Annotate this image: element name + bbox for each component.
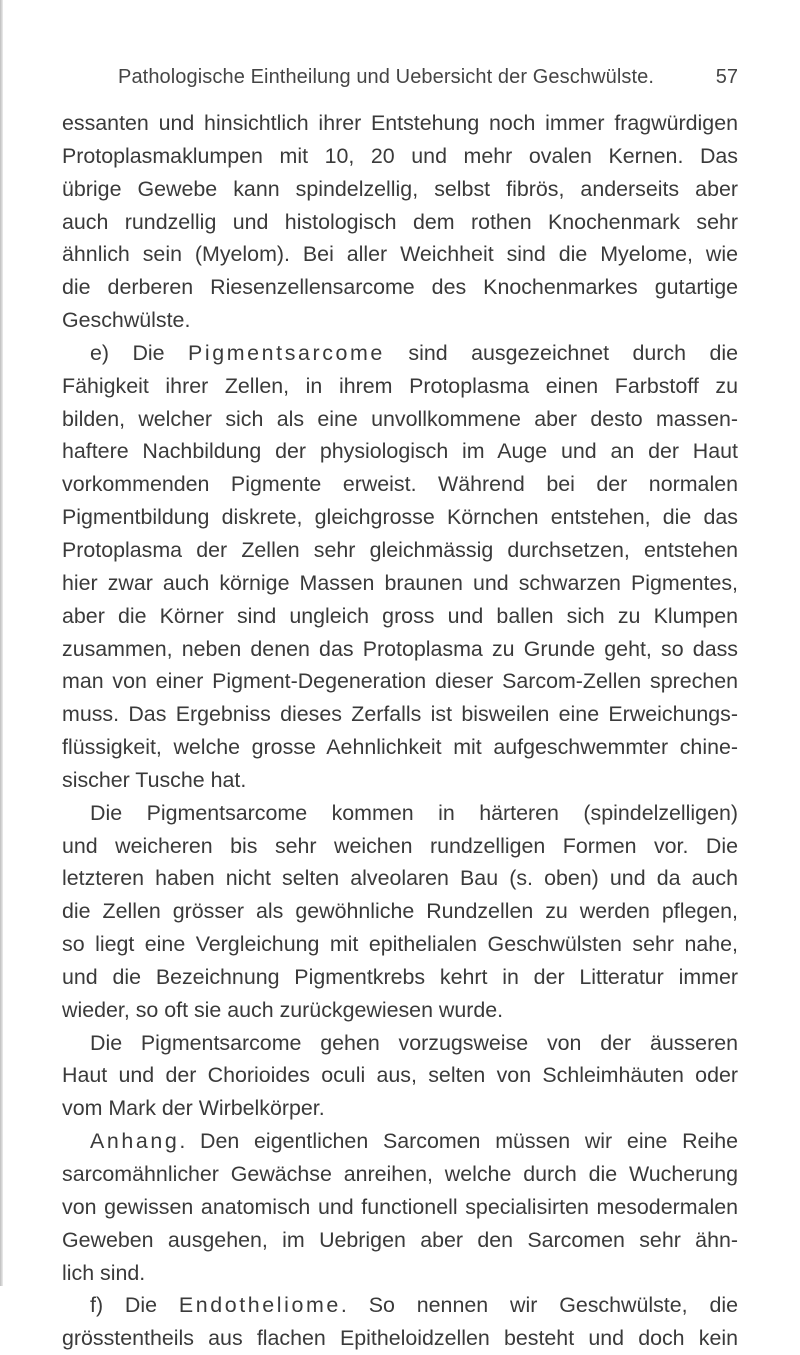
text-line: auch rundzellig und histologisch dem rothen Knochenmark sehr — [62, 209, 738, 234]
text-line: Fähigkeit ihrer Zellen, in ihrem Protoplasma einen Farbstoff zu — [62, 373, 738, 398]
running-head — [118, 62, 738, 92]
text-line: Protoplasmaklumpen mit 10, 20 und mehr ovalen Kernen. Das — [62, 143, 738, 168]
spaced-term: Endotheliome — [178, 1293, 341, 1318]
spaced-term: Pigmentsarcome — [188, 340, 385, 365]
text-line — [62, 337, 738, 370]
text-line: lich sind. — [62, 1260, 146, 1285]
text-line: sischer Tusche hat. — [62, 767, 247, 792]
text-line: und die Bezeichnung Pigmentkrebs kehrt in der Litteratur immer — [62, 964, 738, 989]
text-line: wieder, so oft sie auch zurückgewiesen wurde. — [62, 997, 504, 1022]
text-line: grösstentheils aus flachen Epitheloidzellen besteht und doch kein — [62, 1326, 738, 1351]
text-line: haftere Nachbildung der physiologisch im Auge und an der Haut — [62, 439, 738, 464]
text-line: so liegt eine Vergleichung mit epithelialen Geschwülsten sehr nahe, — [62, 932, 738, 957]
text-line: muss. Das Ergebniss dieses Zerfalls ist bisweilen eine Erweichungs- — [62, 702, 738, 727]
text-line: hier zwar auch körnige Massen braunen und schwarzen Pigmentes, — [62, 570, 738, 595]
text-line: übrige Gewebe kann spindelzellig, selbst fibrös, anderseits aber — [62, 176, 738, 201]
text-line: ähnlich sein (Myelom). Bei aller Weichheit sind die Myelome, wie — [62, 242, 738, 267]
running-title: Pathologische Eintheilung und Uebersicht der Geschwülste. — [118, 66, 655, 88]
line-suffix: . So nennen wir Geschwülste, die — [340, 1293, 738, 1318]
text-line: Geweben ausgehen, im Uebrigen aber den Sarcomen sehr ähn- — [62, 1227, 738, 1252]
text-line: von gewissen anatomisch und functionell specialisirten mesodermalen — [62, 1194, 738, 1219]
text-line: essanten und hinsichtlich ihrer Entstehung noch immer fragwürdigen — [62, 111, 738, 135]
text-line: aber die Körner sind ungleich gross und ballen sich zu Klumpen — [62, 603, 738, 628]
page-edge-shadow — [0, 0, 3, 1286]
line-prefix: e) Die — [90, 340, 189, 365]
text-line: vom Mark der Wirbelkörper. — [62, 1096, 325, 1121]
body-text — [62, 107, 738, 1355]
text-line: flüssigkeit, welche grosse Aehnlichkeit mit aufgeschwemmter chine- — [62, 735, 738, 760]
text-line: Protoplasma der Zellen sehr gleichmässig durchsetzen, entstehen — [62, 537, 738, 562]
text-line: vorkommenden Pigmente erweist. Während bei der normalen — [62, 472, 738, 497]
text-line: Pigmentbildung diskrete, gleichgrosse Körnchen entstehen, die das — [62, 505, 738, 530]
text-line: Die Pigmentsarcome kommen in härteren (spindelzelligen) — [90, 800, 738, 825]
page-number: 57 — [715, 66, 738, 88]
text-line — [62, 1289, 738, 1322]
text-line: zusammen, neben denen das Protoplasma zu Grunde geht, so dass — [62, 636, 738, 661]
text-line — [62, 1125, 738, 1158]
text-line: Geschwülste. — [62, 308, 191, 333]
text-line: die Zellen grösser als gewöhnliche Rundzellen zu werden pflegen, — [62, 899, 738, 924]
text-line: Die Pigmentsarcome gehen vorzugsweise von der äusseren — [90, 1030, 738, 1055]
text-line: die derberen Riesenzellensarcome des Knochenmarkes gutartige — [62, 275, 738, 300]
text-line: man von einer Pigment-Degeneration dieser Sarcom-Zellen sprechen — [62, 669, 738, 694]
line-suffix: . Den eigentlichen Sarcomen müssen wir eine Reihe — [179, 1129, 738, 1154]
line-prefix: f) Die — [90, 1293, 179, 1318]
text-line: letzteren haben nicht selten alveolaren Bau (s. oben) und da auch — [62, 866, 738, 891]
text-line: Haut und der Chorioides oculi aus, selten von Schleimhäuten oder — [62, 1063, 738, 1088]
spaced-term: Anhang — [90, 1129, 180, 1154]
text-line: sarcomähnlicher Gewächse anreihen, welche durch die Wucherung — [62, 1162, 738, 1186]
text-line: und weicheren bis sehr weichen rundzelligen Formen vor. Die — [62, 833, 738, 858]
line-suffix: sind ausgezeichnet durch die — [384, 340, 738, 365]
text-line: bilden, welcher sich als eine unvollkommene aber desto massen- — [62, 406, 738, 431]
